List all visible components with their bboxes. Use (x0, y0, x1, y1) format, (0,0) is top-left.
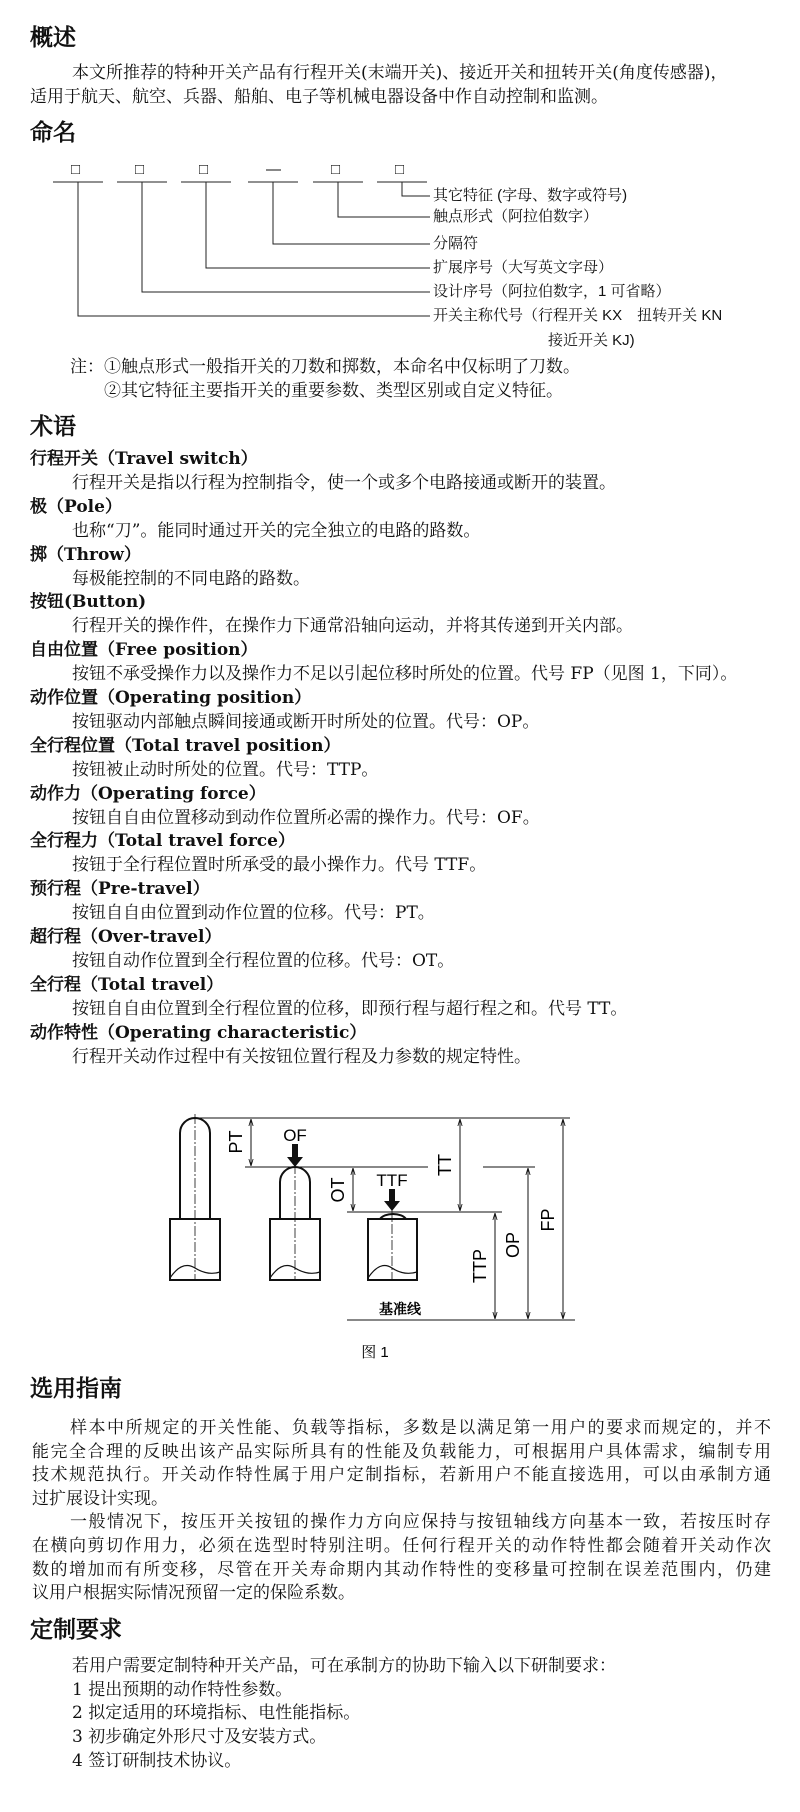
section-heading-custom: 定制要求 (30, 1617, 122, 1643)
term-title: 预行程（Pre-travel） (30, 879, 210, 900)
term-title: 自由位置（Free position） (30, 640, 258, 661)
guide-paragraph-line: 技术规范执行。开关动作特性属于用户定制指标，若新用户不能直接选用，可以由承制方通 (32, 1465, 771, 1486)
button-total-travel-position (368, 1208, 417, 1280)
label-pt: PT (226, 1130, 246, 1154)
term-definition: 每极能控制的不同电路的路数。 (72, 568, 310, 589)
naming-label-separator: 分隔符 (433, 235, 479, 252)
term-title: 全行程力（Total travel force） (30, 831, 295, 852)
label-fp: FP (538, 1208, 558, 1232)
label-ttp: TTP (470, 1249, 490, 1283)
term-definition: 按钮被止动时所处的位置。代号：TTP。 (72, 759, 379, 780)
guide-paragraph-line: 议用户根据实际情况预留一定的保险系数。 (32, 1583, 355, 1604)
section-heading-terms: 术语 (30, 414, 76, 440)
of-force-arrow-icon (287, 1144, 303, 1167)
term-definition: 按钮不承受操作力以及操作力不足以引起位移时所处的位置。代号 FP（见图 1，下同）。 (72, 664, 738, 685)
term-title: 全行程位置（Total travel position） (30, 735, 341, 756)
guide-paragraph-line: 在横向剪切作用力，必须在选型时特别注明。任何行程开关的动作特性都会随着开关动作次 (32, 1536, 771, 1556)
section-heading-naming: 命名 (30, 120, 76, 146)
guide-paragraph-line: 数的增加而有所变移，尽管在开关寿命期内其动作特性的变移量可控制在误差范围内，仍建 (32, 1559, 771, 1580)
custom-item-3: 3 初步确定外形尺寸及安装方式。 (72, 1727, 327, 1747)
naming-slot-separator: — (266, 161, 281, 178)
guide-paragraph-line: 样本中所规定的开关性能、负载等指标，多数是以满足第一用户的要求而规定的，并不 (70, 1418, 771, 1438)
term-definition: 按钮自自由位置到全行程位置的位移，即预行程与超行程之和。代号 TT。 (72, 998, 628, 1019)
term-title: 行程开关（Travel switch） (30, 449, 258, 469)
figure-1-diagram (120, 1100, 620, 1365)
custom-item-1: 1 提出预期的动作特性参数。 (72, 1680, 293, 1700)
section-heading-guide: 选用指南 (30, 1376, 122, 1402)
label-tt: TT (435, 1154, 455, 1176)
label-ttf: TTF (376, 1171, 408, 1190)
label-baseline: 基准线 (379, 1301, 421, 1317)
button-free-position (170, 1114, 220, 1280)
term-title: 动作力（Operating force） (30, 783, 266, 804)
custom-item-4: 4 签订研制技术协议。 (72, 1751, 242, 1771)
term-definition: 也称“刀”。能同时通过开关的完全独立的电路的路数。 (72, 520, 481, 541)
term-title: 极（Pole） (30, 496, 122, 517)
naming-label-extension: 扩展序号（大写英文字母） (433, 259, 614, 276)
naming-slot-2: □ (135, 161, 145, 178)
label-ot: OT (328, 1177, 348, 1203)
naming-slot-3: □ (199, 161, 209, 178)
figure-caption: 图 1 (361, 1344, 389, 1361)
overview-line-2: 适用于航天、航空、兵器、船舶、电子等机械电器设备中作自动控制和监测。 (30, 87, 608, 107)
naming-label-design-no: 设计序号（阿拉伯数字，1 可省略） (433, 283, 671, 300)
term-definition: 按钮自自由位置到动作位置的位移。代号：PT。 (72, 903, 435, 924)
term-title: 全行程（Total travel） (30, 974, 224, 995)
term-definition: 按钮驱动内部触点瞬间接通或断开时所处的位置。代号：OP。 (72, 711, 540, 732)
naming-slot-5: □ (331, 161, 341, 178)
naming-note-1: 注：①触点形式一般指开关的刀数和掷数，本命名中仅标明了刀数。 (70, 357, 580, 377)
term-definition: 按钮自自由位置移动到动作位置所必需的操作力。代号：OF。 (72, 807, 540, 828)
label-of: OF (283, 1126, 307, 1145)
naming-label-contact-form: 触点形式（阿拉伯数字） (433, 208, 599, 225)
naming-label-other-features: 其它特征 (字母、数字或符号) (433, 187, 628, 204)
button-operating-position (270, 1164, 320, 1280)
term-title: 掷（Throw） (30, 544, 141, 565)
naming-label-main-code-cont: 接近开关 KJ) (548, 332, 635, 349)
term-definition: 行程开关动作过程中有关按钮位置行程及力参数的规定特性。 (72, 1046, 531, 1067)
custom-intro: 若用户需要定制特种开关产品，可在承制方的协助下输入以下研制要求： (72, 1656, 616, 1676)
term-definition: 按钮于全行程位置时所承受的最小操作力。代号 TTF。 (72, 855, 487, 876)
naming-label-main-code: 开关主称代号（行程开关 KX 扭转开关 KN (433, 307, 723, 324)
term-definition: 行程开关是指以行程为控制指令，使一个或多个电路接通或断开的装置。 (72, 472, 616, 493)
guide-paragraph-line: 过扩展设计实现。 (32, 1488, 168, 1509)
naming-note-2: ②其它特征主要指开关的重要参数、类型区别或自定义特征。 (104, 381, 563, 401)
guide-paragraph-line: 一般情况下，按压开关按钮的操作力方向应保持与按钮轴线方向基本一致，若按压时存 (70, 1512, 771, 1533)
term-definition: 行程开关的操作件，在操作力下通常沿轴向运动，并将其传递到开关内部。 (72, 616, 633, 637)
label-op: OP (503, 1231, 523, 1259)
term-title: 超行程（Over-travel） (30, 927, 222, 947)
guide-paragraph-line: 能完全合理的反映出该产品实际所具有的性能及负载能力，可根据用户具体需求，编制专用 (32, 1441, 771, 1462)
term-title: 按钮(Button) (30, 592, 147, 613)
overview-line-1: 本文所推荐的特种开关产品有行程开关(末端开关)、接近开关和扭转开关(角度传感器)， (72, 63, 728, 83)
term-definition: 按钮自动作位置到全行程位置的位移。代号：OT。 (72, 950, 455, 971)
naming-slot-1: □ (71, 161, 81, 178)
term-title: 动作位置（Operating position） (30, 688, 312, 708)
ttf-force-arrow-icon (384, 1189, 400, 1211)
custom-item-2: 2 拟定适用的环境指标、电性能指标。 (72, 1703, 361, 1723)
term-title: 动作特性（Operating characteristic） (30, 1022, 367, 1043)
naming-slot-6: □ (395, 161, 405, 178)
section-heading-overview: 概述 (30, 25, 76, 51)
